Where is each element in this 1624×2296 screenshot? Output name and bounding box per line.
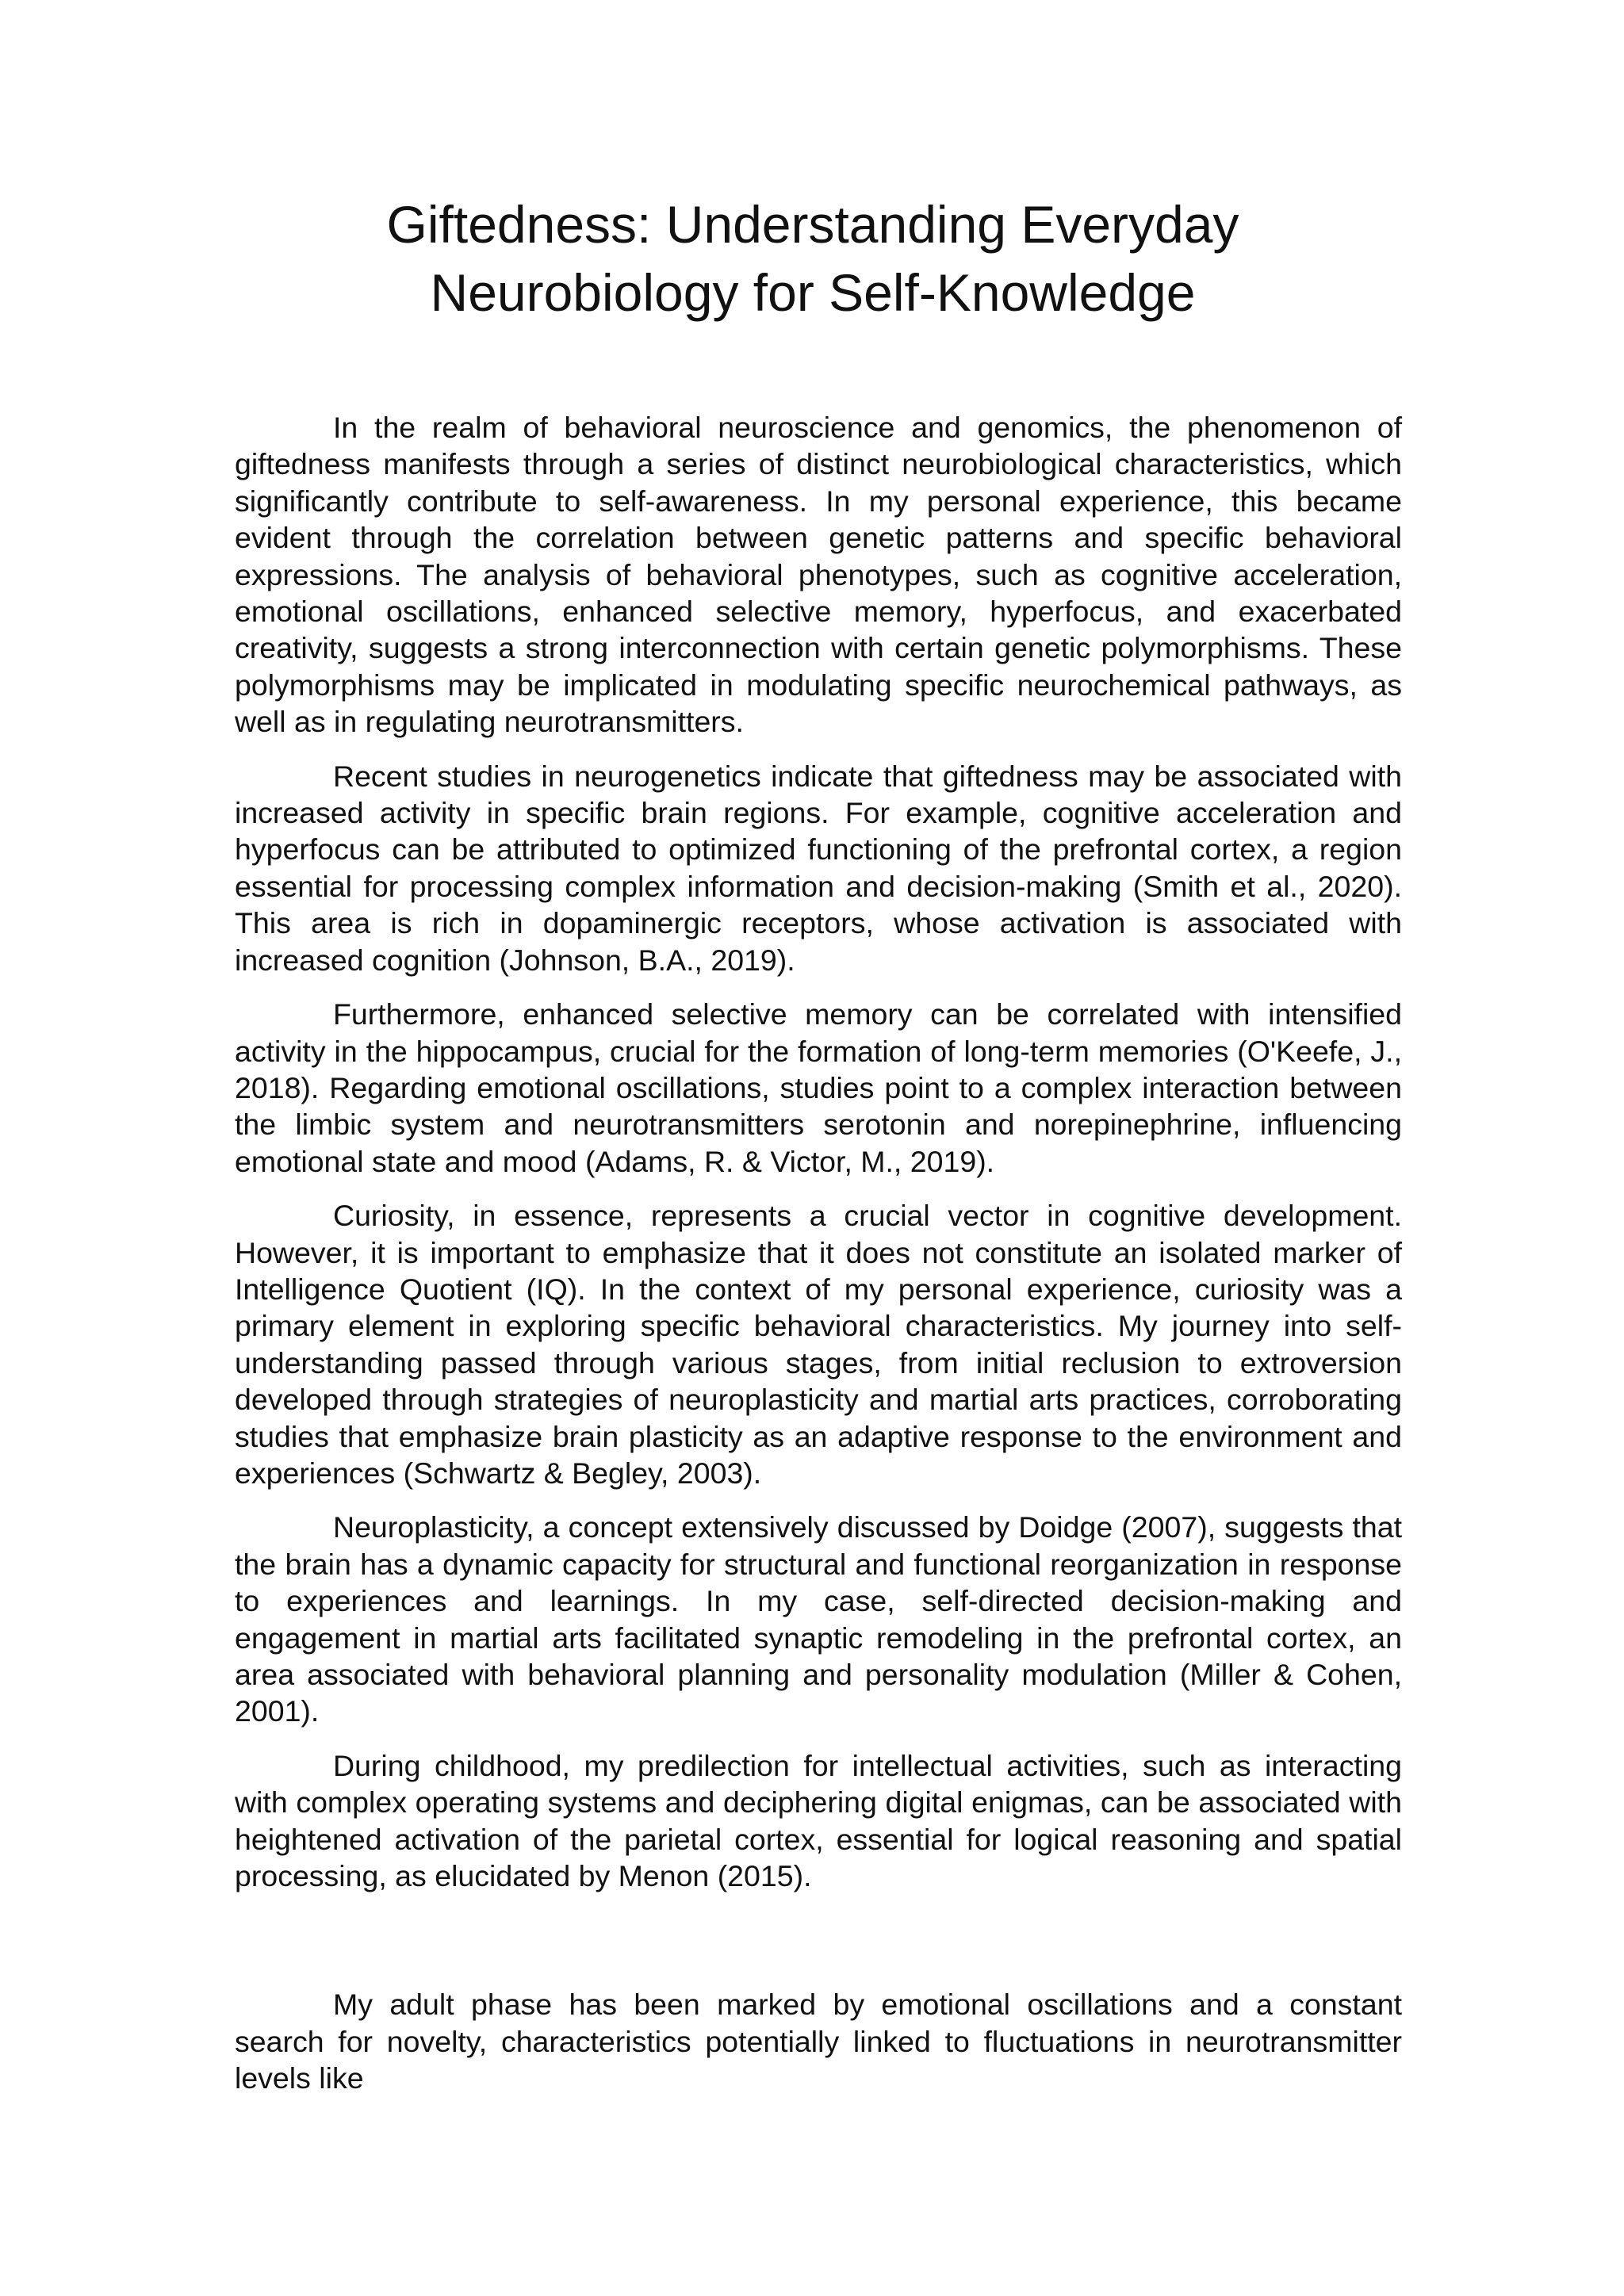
paragraph-4: Curiosity, in essence, represents a crucial vector in cognitive development. However, it is important to emphasize that it does not constitute an isolated marker of Intelligence Quotient (IQ). In the context of my personal experience, curiosity was a primary element in exploring specific behavioral characteristics. My journey into self-understanding passed through various stages, from initial reclusion to extroversion developed through strategies of neuroplasticity and martial arts practices, corroborating studies that emphasize brain plasticity as an adaptive response to the environment and experiences (Schwartz & Begley, 2003). <box>235 1199 1402 1490</box>
title-line-2: Neurobiology for Self-Knowledge <box>430 263 1196 322</box>
paragraph-5: Neuroplasticity, a concept extensively discussed by Doidge (2007), suggests that the brain has a dynamic capacity for structural and functional reorganization in response to experiences and learnings. In my case, self-directed decision-making and engagement in martial arts facilitated synaptic remodeling in the prefrontal cortex, an area associated with behavioral planning and personality modulation (Miller & Cohen, 2001). <box>235 1510 1402 1728</box>
paragraph-2: Recent studies in neurogenetics indicate that giftedness may be associated with increased activity in specific brain regions. For example, cognitive acceleration and hyperfocus can be attributed to optimized functioning of the prefrontal cortex, a region essential for processing complex information and decision-making (Smith et al., 2020). This area is rich in dopaminergic receptors, whose activation is associated with increased cognition (Johnson, B.A., 2019). <box>235 759 1402 977</box>
paragraph-1: In the realm of behavioral neuroscience and genomics, the phenomenon of giftedness manifests through a series of distinct neurobiological characteristics, which significantly contribute to self-awareness. In my personal experience, this became evident through the correlation between genetic patterns and specific behavioral expressions. The analysis of behavioral phenotypes, such as cognitive acceleration, emotional oscillations, enhanced selective memory, hyperfocus, and exacerbated creativity, suggests a strong interconnection with certain genetic polymorphisms. These polymorphisms may be implicated in modulating specific neurochemical pathways, as well as in regulating neurotransmitters. <box>235 411 1402 739</box>
paragraph-3: Furthermore, enhanced selective memory can be correlated with intensified activity in the hippocampus, crucial for the formation of long-term memories (O'Keefe, J., 2018). Regarding emotional oscillations, studies point to a complex interaction between the limbic system and neurotransmitters serotonin and norepinephrine, influencing emotional state and mood (Adams, R. & Victor, M., 2019). <box>235 997 1402 1178</box>
paragraph-6: During childhood, my predilection for intellectual activities, such as interacting with complex operating systems and deciphering digital enigmas, can be associated with heightened activation of the parietal cortex, essential for logical reasoning and spatial processing, as elucidated by Menon (2015). <box>235 1748 1402 1893</box>
title-line-1: Giftedness: Understanding Everyday <box>386 195 1239 254</box>
paragraph-7: My adult phase has been marked by emotional oscillations and a constant search for novelty, characteristics potentially linked to fluctuations in neurotransmitter levels like <box>235 1988 1402 2095</box>
document-body <box>235 409 1402 2097</box>
page-title <box>230 190 1396 327</box>
